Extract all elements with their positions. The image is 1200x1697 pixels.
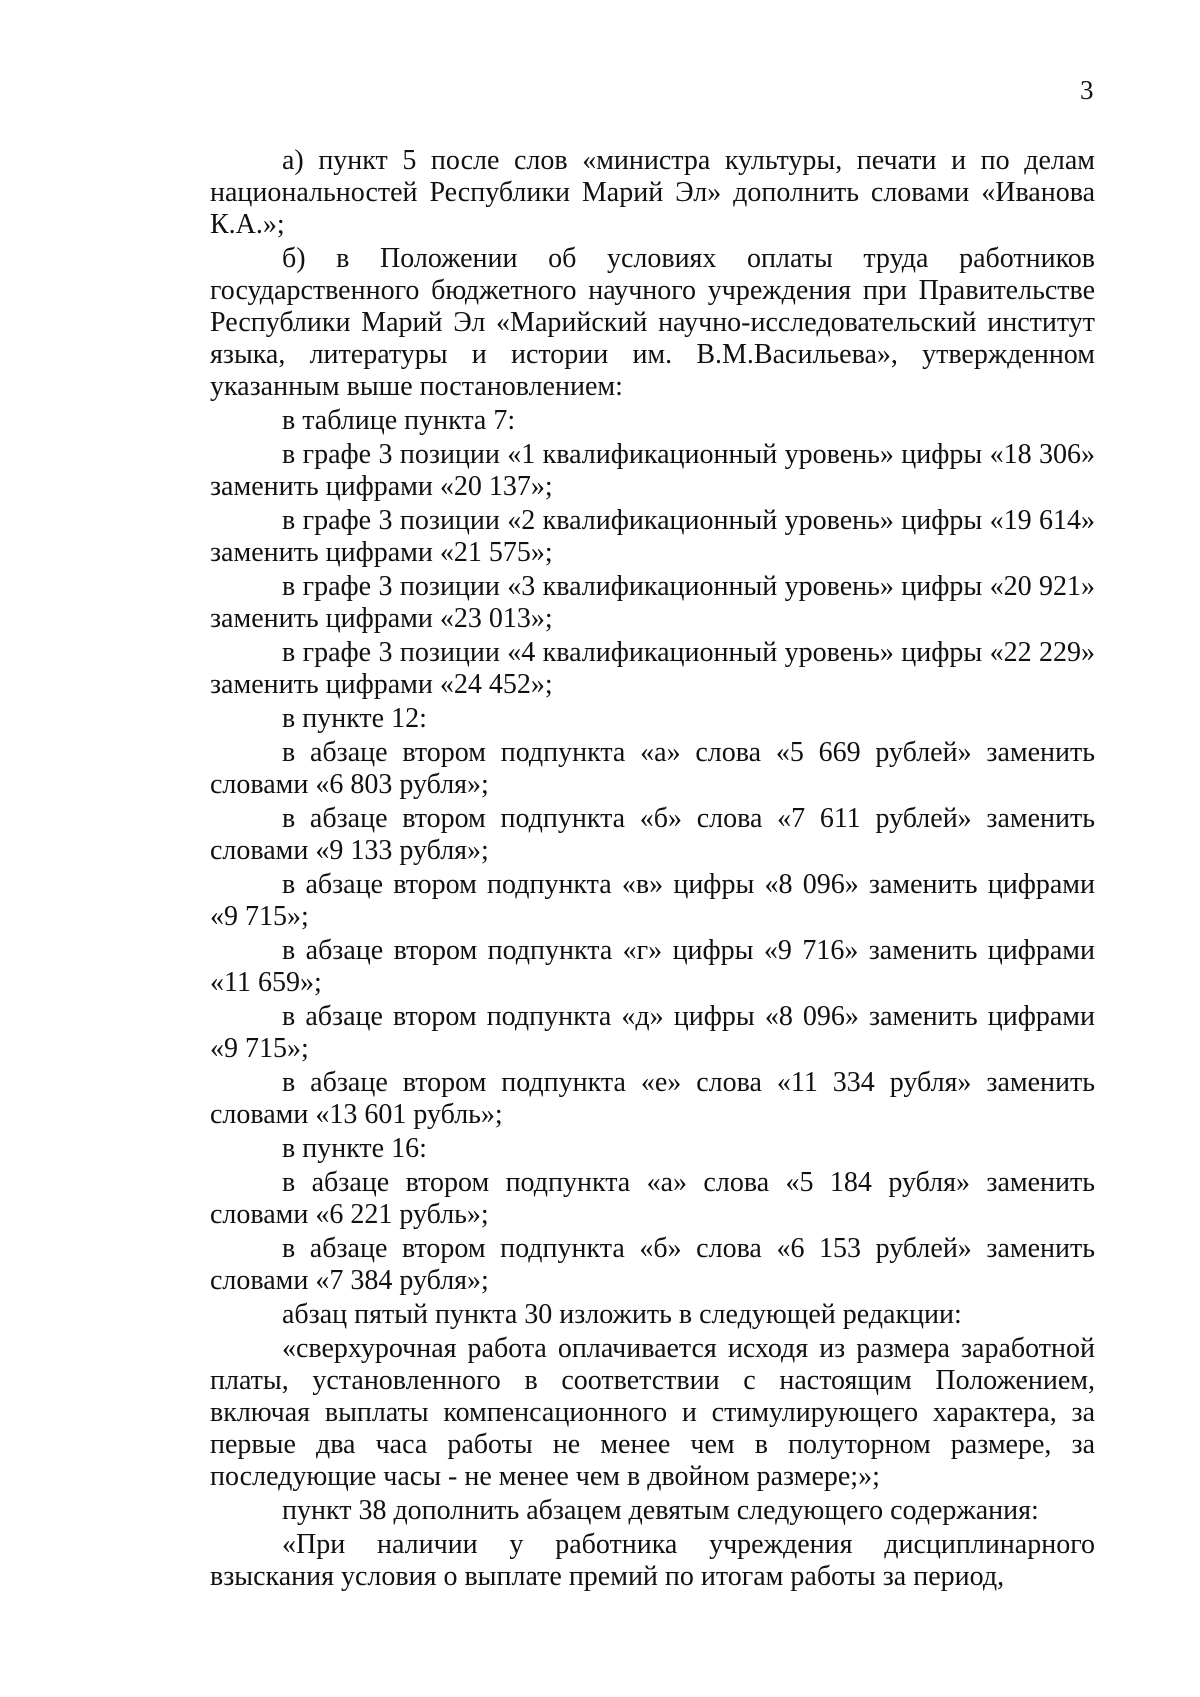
page-number: 3 (1080, 75, 1094, 105)
paragraph-level-3: в графе 3 позиции «3 квалификационный уровень» цифры «20 921» заменить цифрами «23 013»; (210, 571, 1095, 634)
paragraph-level-1: в графе 3 позиции «1 квалификационный уровень» цифры «18 306» заменить цифрами «20 137»; (210, 439, 1095, 502)
paragraph-table-item-7: в таблице пункта 7: (282, 405, 516, 436)
paragraph-item-12: в пункте 12: (282, 703, 427, 734)
paragraph-item-12-d: в абзаце втором подпункта «д» цифры «8 096» заменить цифрами «9 715»; (210, 1001, 1095, 1064)
paragraph-amendment-a: а) пункт 5 после слов «министра культуры, печати и по делам национальностей Республики Марий Эл» дополнить словами «Иванова К.А.»; (210, 145, 1095, 240)
paragraph-amendment-b: б) в Положении об условиях оплаты труда работников государственного бюджетного научного учреждения при Правительстве Республики Марий Эл «Марийский научно-исследовательский институт языка, литературы и истории им. В.М.Васильева», утвержденном указанным выше постановлением: (210, 243, 1095, 402)
paragraph-item-16-a: в абзаце втором подпункта «а» слова «5 184 рубля» заменить словами «6 221 рубль»; (210, 1167, 1095, 1230)
paragraph-item-12-a: в абзаце втором подпункта «а» слова «5 669 рублей» заменить словами «6 803 рубля»; (210, 737, 1095, 800)
paragraph-item-16: в пункте 16: (282, 1133, 427, 1164)
paragraph-item-12-e: в абзаце втором подпункта «е» слова «11 334 рубля» заменить словами «13 601 рубль»; (210, 1067, 1095, 1130)
paragraph-item-12-b: в абзаце втором подпункта «б» слова «7 611 рублей» заменить словами «9 133 рубля»; (210, 803, 1095, 866)
paragraph-item-30-text: «сверхурочная работа оплачивается исходя из размера заработной платы, установленного в соответствии с настоящим Положением, включая выплаты компенсационного и стимулирующего характера, за первые два часа работы не менее чем в полуторном размере, за последующие часы - не менее чем в двойном размере;»; (210, 1333, 1095, 1492)
paragraph-level-4: в графе 3 позиции «4 квалификационный уровень» цифры «22 229» заменить цифрами «24 452»; (210, 637, 1095, 700)
paragraph-item-12-v: в абзаце втором подпункта «в» цифры «8 096» заменить цифрами «9 715»; (210, 869, 1095, 932)
paragraph-item-38-text: «При наличии у работника учреждения дисциплинарного взыскания условия о выплате премий по итогам работы за период, (210, 1529, 1095, 1592)
paragraph-item-12-g: в абзаце втором подпункта «г» цифры «9 716» заменить цифрами «11 659»; (210, 935, 1095, 998)
paragraph-item-38: пункт 38 дополнить абзацем девятым следующего содержания: (282, 1495, 1039, 1526)
paragraph-item-30: абзац пятый пункта 30 изложить в следующей редакции: (282, 1299, 962, 1330)
paragraph-item-16-b: в абзаце втором подпункта «б» слова «6 153 рублей» заменить словами «7 384 рубля»; (210, 1233, 1095, 1296)
paragraph-level-2: в графе 3 позиции «2 квалификационный уровень» цифры «19 614» заменить цифрами «21 575»; (210, 505, 1095, 568)
document-body (210, 145, 1095, 1595)
